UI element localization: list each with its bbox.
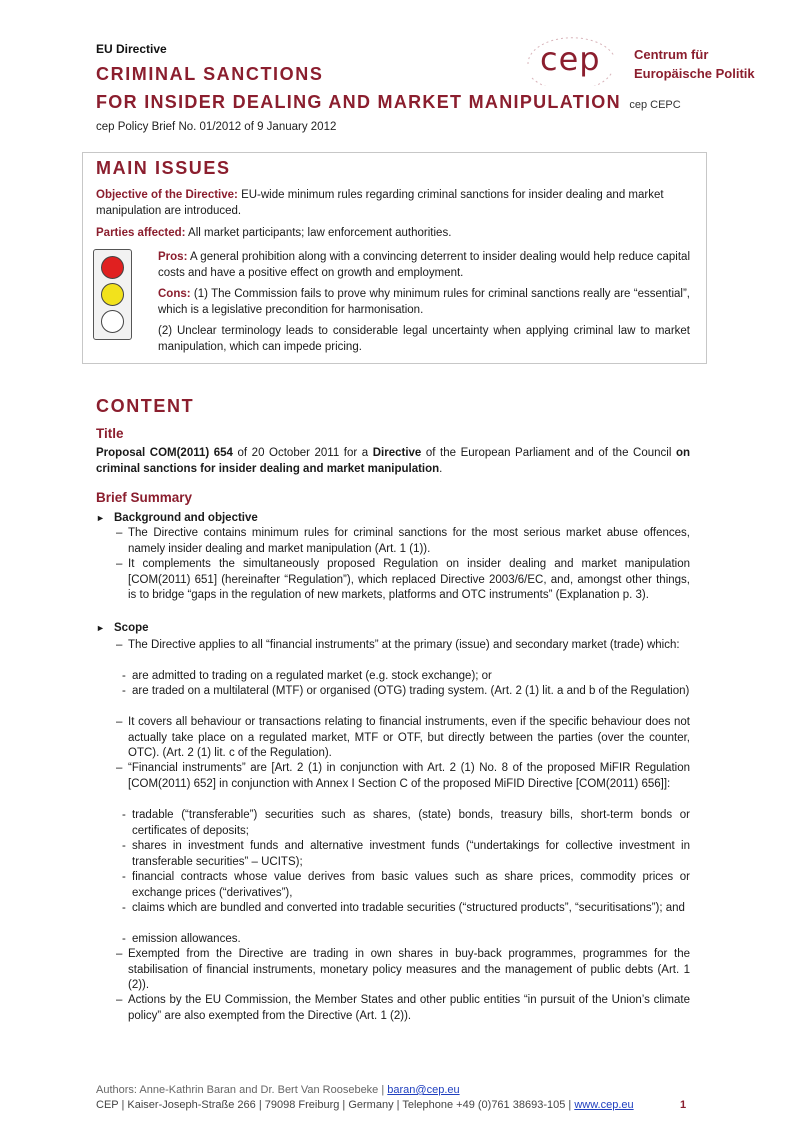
proposal-text2: of the European Parliament and of the Council [421,447,676,459]
section-scope [96,622,690,634]
parties-paragraph [96,226,690,242]
list-item: – “Financial instruments” are [Art. 2 (1) in conjunction with Art. 2 (1) No. 8 of the proposed MiFIR Regulation [COM(2011) 652] in conjunction with Annex I Section C of the proposed MiFID Directive [COM(2011) 656]]: [116,761,690,792]
arrow-right-icon: ► [96,623,105,633]
logo-line2: Europäische Politik [634,66,755,81]
eu-directive-label: EU Directive [96,42,167,56]
section-scope-title: Scope [114,622,149,634]
proposal-number: Proposal COM(2011) 654 [96,447,233,459]
footer-authors [96,1084,460,1096]
document-title-line1: CRIMINAL SANCTIONS [96,64,324,84]
title-suffix: cep CEPC [629,99,681,111]
list-item: – The Directive applies to all “financial instruments” at the primary (issue) and secondary market (trade) which: [116,638,690,654]
sub-list-item: - financial contracts whose value derives from basic values such as share prices, commodity prices or exchange prices (“derivatives”), [122,870,690,901]
sub-list-item-text: emission allowances. [132,933,241,945]
policy-brief-line: cep Policy Brief No. 01/2012 of 9 January 2012 [96,121,337,133]
sub-list-item-text: tradable (“transferable”) securities such as shares, (state) bonds, treasury bills, short-term bonds or certificates of deposits; [132,809,690,837]
list-item-text: The Directive applies to all “financial instruments” at the primary (issue) and secondary market (trade) which: [128,639,680,651]
main-issues-heading: MAIN ISSUES [96,158,231,178]
list-item: – Exempted from the Directive are trading in own shares in buy-back programmes, programmes for the stabilisation of financial instruments, monetary policy measures and the management of public debts (Art. 1 (2)). [116,947,690,994]
brief-summary-heading: Brief Summary [96,490,193,505]
document-title-line2-wrap [96,92,681,113]
cep-logo-text [634,45,755,83]
sub-list-item: - claims which are bundled and converted into tradable securities (“structured products”, “securitisations”); and [122,901,690,917]
sub-list-item-text: shares in investment funds and alternative investment funds (“undertakings for collective investment in transferable securities” – UCITS); [132,840,690,868]
list-item-text: It covers all behaviour or transactions relating to financial instruments, even if the specific behaviour does not actually take place on a regulated market, MTF or OTF, but directly between the parties (over the counter, OTC). (Art. 2 (1) lit. c of the Regulation). [128,716,690,759]
page-number: 1 [680,1099,687,1111]
list-item-text: The Directive contains minimum rules for criminal sanctions for the most serious market abuse offences, namely insider dealing and market manipulation (Art. 1 (1)). [128,527,690,555]
proposal-paragraph [96,446,690,477]
proposal-directive: Directive [372,447,422,459]
sub-list-item-text: financial contracts whose value derives from basic values such as share prices, commodity prices or exchange prices (“derivatives”), [132,871,690,899]
sub-list-item-text: are traded on a multilateral (MTF) or organised (OTG) trading system. (Art. 2 (1) lit. a and b of the Regulation) [132,685,690,697]
list-item: – It covers all behaviour or transactions relating to financial instruments, even if the specific behaviour does not actually take place on a regulated market, MTF or OTF, but directly between the parties (over the counter, OTC). (Art. 2 (1) lit. c of the Regulation). [116,715,690,762]
sub-list-item: - shares in investment funds and alternative investment funds (“undertakings for collective investment in transferable securities” – UCITS); [122,839,690,870]
cons-label: Cons: [158,288,191,300]
sub-list-item-text: are admitted to trading on a regulated market (e.g. stock exchange); or [132,670,492,682]
sub-list-item: - are traded on a multilateral (MTF) or organised (OTG) trading system. (Art. 2 (1) lit. a and b of the Regulation) [122,684,690,700]
list-item: – Actions by the EU Commission, the Member States and other public entities “in pursuit of the Union’s climate policy” are also exempted from the Directive (Art. 1 (2)). [116,993,690,1024]
traffic-light-white-lamp [101,310,124,333]
sub-list-item-text: claims which are bundled and converted into tradable securities (“structured products”, “securitisations”); and [132,902,685,914]
footer-address-text: CEP | Kaiser-Joseph-Straße 266 | 79098 Freiburg | Germany | Telephone +49 (0)761 38693-105 | [96,1099,575,1111]
section-background-title: Background and objective [114,512,258,524]
parties-label: Parties affected: [96,227,186,239]
sub-list-item: - tradable (“transferable”) securities such as shares, (state) bonds, treasury bills, short-term bonds or certificates of deposits; [122,808,690,839]
parties-text: All market participants; law enforcement authorities. [185,227,452,239]
list-item-text: Exempted from the Directive are trading in own shares in buy-back programmes, programmes for the stabilisation of financial instruments, monetary policy measures and the management of public debts (Art. 1 (2)). [128,948,690,991]
section-background [96,512,690,524]
authors-email-link[interactable]: baran@cep.eu [387,1084,460,1096]
proposal-text3: . [439,462,443,475]
logo-line1: Centrum für [634,47,709,62]
sub-list-item: - are admitted to trading on a regulated market (e.g. stock exchange); or [122,669,690,685]
list-item-text: Actions by the EU Commission, the Member States and other public entities “in pursuit of the Union’s climate policy” are also exempted from the Directive (Art. 1 (2)). [128,994,690,1022]
title-subheading: Title [96,426,124,441]
traffic-light-icon [93,249,132,340]
pros-text: A general prohibition along with a convincing deterrent to insider dealing would help reduce capital costs and have a positive effect on growth and employment. [158,251,690,279]
footer-authors-text: Authors: Anne-Kathrin Baran and Dr. Bert Van Roosebeke | [96,1084,388,1096]
objective-label: Objective of the Directive: [96,189,238,201]
proposal-text1: of 20 October 2011 for a [232,447,373,459]
pros-paragraph [158,250,690,281]
pros-label: Pros: [158,251,188,263]
list-item-text: It complements the simultaneously proposed Regulation on insider dealing and market manipulation [COM(2011) 651] (hereinafter “Regulation”), which replaced Directive 2003/6/EC, and, amongst other things, is to bridge “gaps in the regulation of new markets, platforms and OTC instruments” (Explanation p. 3). [128,558,690,601]
footer-address [96,1099,634,1111]
cons-paragraph-2: (2) Unclear terminology leads to considerable legal uncertainty when applying criminal law to market manipulation, which can impede pricing. [158,325,690,353]
cons-text: (1) The Commission fails to prove why minimum rules for criminal sanctions really are “essential”, which is a legislative precondition for harmonisation. [158,288,690,316]
website-link[interactable]: www.cep.eu [574,1099,634,1111]
list-item-text: “Financial instruments” are [Art. 2 (1) in conjunction with Art. 2 (1) No. 8 of the proposed MiFIR Regulation [COM(2011) 652] in conjunction with Annex I Section C of the proposed MiFID Directive [COM(2011) 656]]: [128,762,690,790]
objective-paragraph [96,188,690,219]
traffic-light-yellow-lamp [101,283,124,306]
objective-text: EU-wide minimum rules regarding criminal sanctions for insider dealing and market manipulation are introduced. [96,189,664,217]
document-title-line2: FOR INSIDER DEALING AND MARKET MANIPULATION [96,92,621,112]
arrow-right-icon: ► [96,513,105,523]
cep-logo-mark: cep [540,40,601,78]
proposal-subject: on criminal sanctions for insider dealing and market manipulation [96,447,691,475]
cons-paragraph [158,287,690,318]
list-item: – It complements the simultaneously proposed Regulation on insider dealing and market manipulation [COM(2011) 651] (hereinafter “Regulation”), which replaced Directive 2003/6/EC, and, amongst other things, is to bridge “gaps in the regulation of new markets, platforms and OTC instruments” (Explanation p. 3). [116,557,690,604]
sub-list-item: - emission allowances. [122,932,690,948]
list-item: – The Directive contains minimum rules for criminal sanctions for the most serious market abuse offences, namely insider dealing and market manipulation (Art. 1 (1)). [116,526,690,557]
content-heading: CONTENT [96,396,195,416]
traffic-light-red-lamp [101,256,124,279]
